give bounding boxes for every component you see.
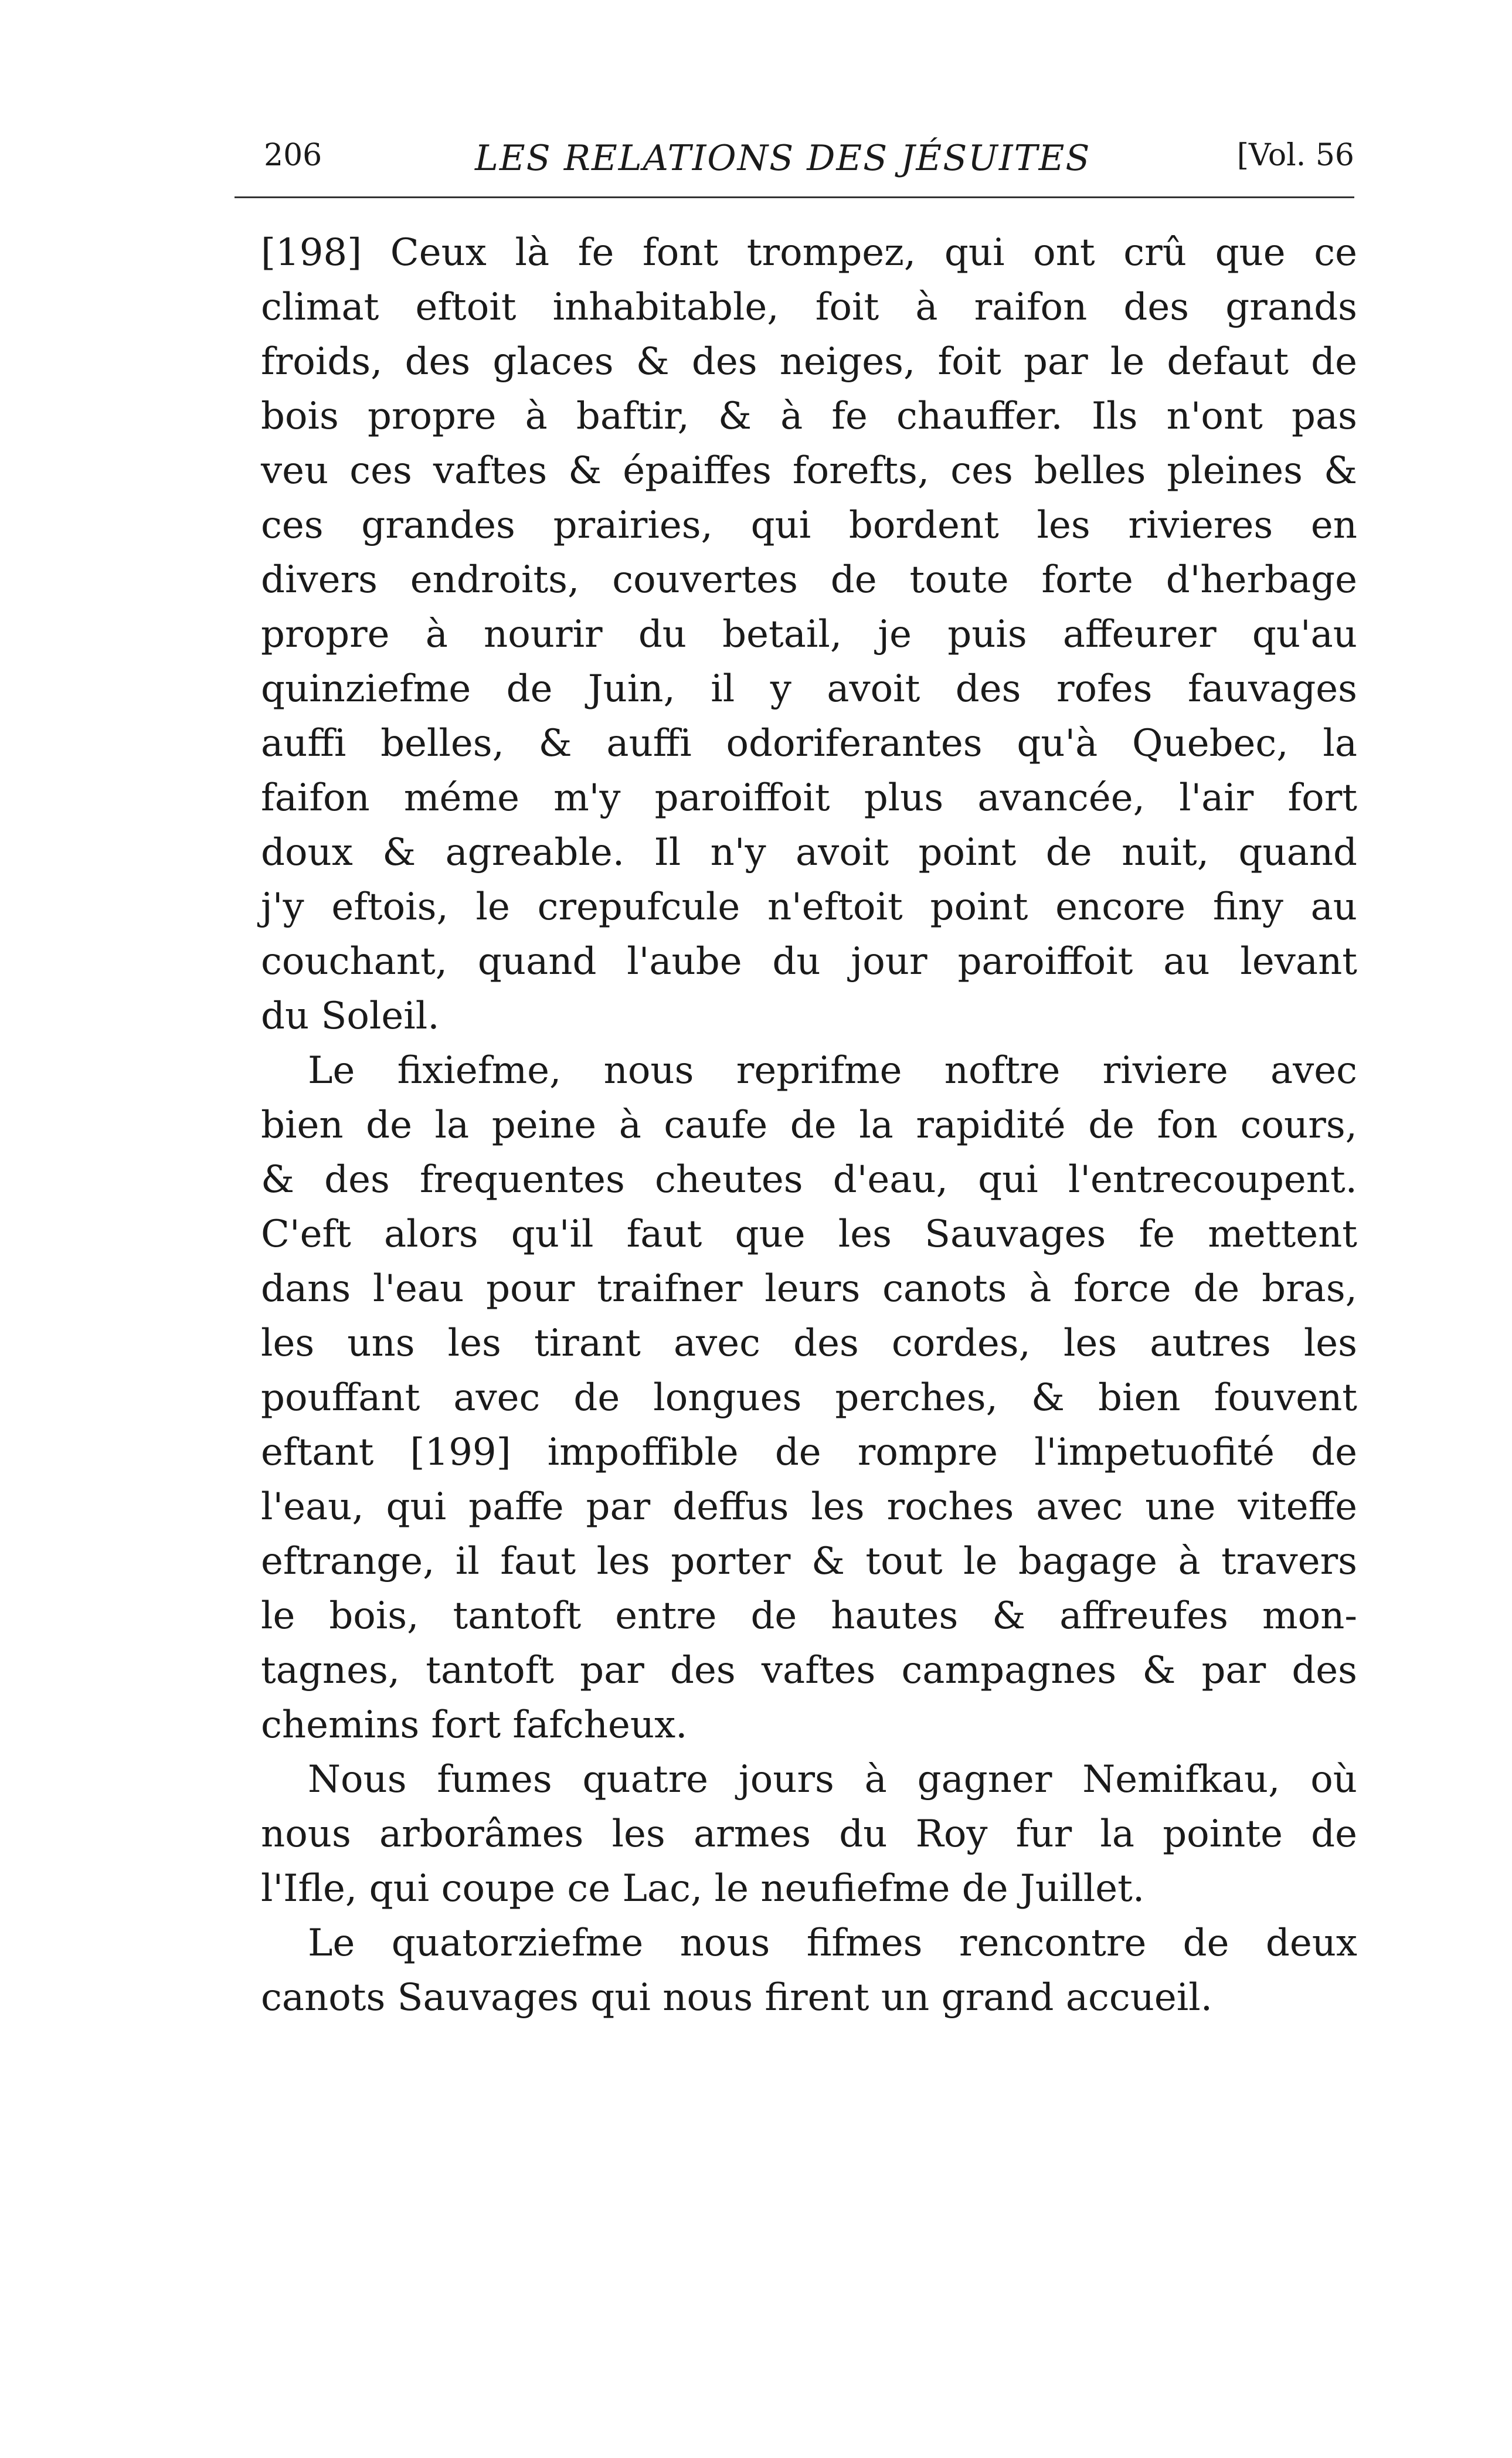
text-line: chemins fort fafcheux. (261, 1703, 688, 1747)
text-line: faifon méme m'y paroiffoit plus avancée, l'air fort (261, 776, 1357, 820)
text-line: l'eau, qui paffe par deffus les roches avec une viteffe (261, 1485, 1357, 1529)
text-line: Le quatorziefme nous fifmes rencontre de deux (308, 1921, 1357, 1965)
text-line: quinziefme de Juin, il y avoit des rofes fauvages (261, 667, 1357, 711)
text-line: Nous fumes quatre jours à gagner Nemifkau, où (308, 1758, 1357, 1801)
text-line: [198] Ceux là fe font trompez, qui ont crû que ce (261, 231, 1357, 274)
text-line: Le fixiefme, nous reprifme noftre riviere avec (308, 1049, 1357, 1092)
text-line: nous arborâmes les armes du Roy fur la pointe de (261, 1812, 1357, 1856)
text-line: climat eftoit inhabitable, foit à raifon des grands (261, 286, 1357, 329)
text-line: le bois, tantoft entre de hautes & affreufes mon- (261, 1594, 1357, 1638)
volume-label: [Vol. 56 (1236, 138, 1354, 173)
text-line: eftant [199] impoffible de rompre l'impetuofité de (261, 1431, 1357, 1474)
text-line: tagnes, tantoft par des vaftes campagnes & par des (261, 1649, 1357, 1692)
text-line: pouffant avec de longues perches, & bien fouvent (261, 1376, 1357, 1420)
text-line: bien de la peine à caufe de la rapidité de fon cours, (261, 1104, 1357, 1147)
page-number: 206 (264, 138, 322, 173)
text-line: bois propre à baftir, & à fe chauffer. Ils n'ont pas (261, 395, 1357, 438)
text-line: propre à nourir du betail, je puis affeurer qu'au (261, 613, 1357, 656)
header-rule (235, 196, 1354, 198)
text-line: C'eft alors qu'il faut que les Sauvages fe mettent (261, 1213, 1357, 1256)
text-line: couchant, quand l'aube du jour paroiffoit au levant (261, 940, 1357, 983)
text-line: auffi belles, & auffi odoriferantes qu'à Quebec, la (261, 722, 1357, 765)
text-line: doux & agreable. Il n'y avoit point de nuit, quand (261, 831, 1357, 874)
text-line: j'y eftois, le crepufcule n'eftoit point encore finy au (261, 885, 1357, 929)
text-line: l'Ifle, qui coupe ce Lac, le neufiefme de Juillet. (261, 1867, 1145, 1910)
text-line: eftrange, il faut les porter & tout le bagage à travers (261, 1540, 1357, 1583)
page-header (264, 138, 1354, 191)
text-line: canots Sauvages qui nous firent un grand accueil. (261, 1976, 1213, 2019)
text-line: dans l'eau pour traifner leurs canots à force de bras, (261, 1267, 1357, 1311)
text-line: divers endroits, couvertes de toute forte d'herbage (261, 558, 1357, 602)
running-title: LES RELATIONS DES JÉSUITES (475, 138, 1091, 179)
text-line: les uns les tirant avec des cordes, les autres les (261, 1322, 1357, 1365)
text-line: froids, des glaces & des neiges, foit par le defaut de (261, 340, 1357, 383)
text-line: veu ces vaftes & épaiffes forefts, ces belles pleines & (261, 449, 1357, 493)
text-line: & des frequentes cheutes d'eau, qui l'entrecoupent. (261, 1158, 1357, 1201)
body-text (261, 226, 1357, 2025)
text-line: ces grandes prairies, qui bordent les rivieres en (261, 504, 1357, 547)
text-line: du Soleil. (261, 994, 440, 1038)
